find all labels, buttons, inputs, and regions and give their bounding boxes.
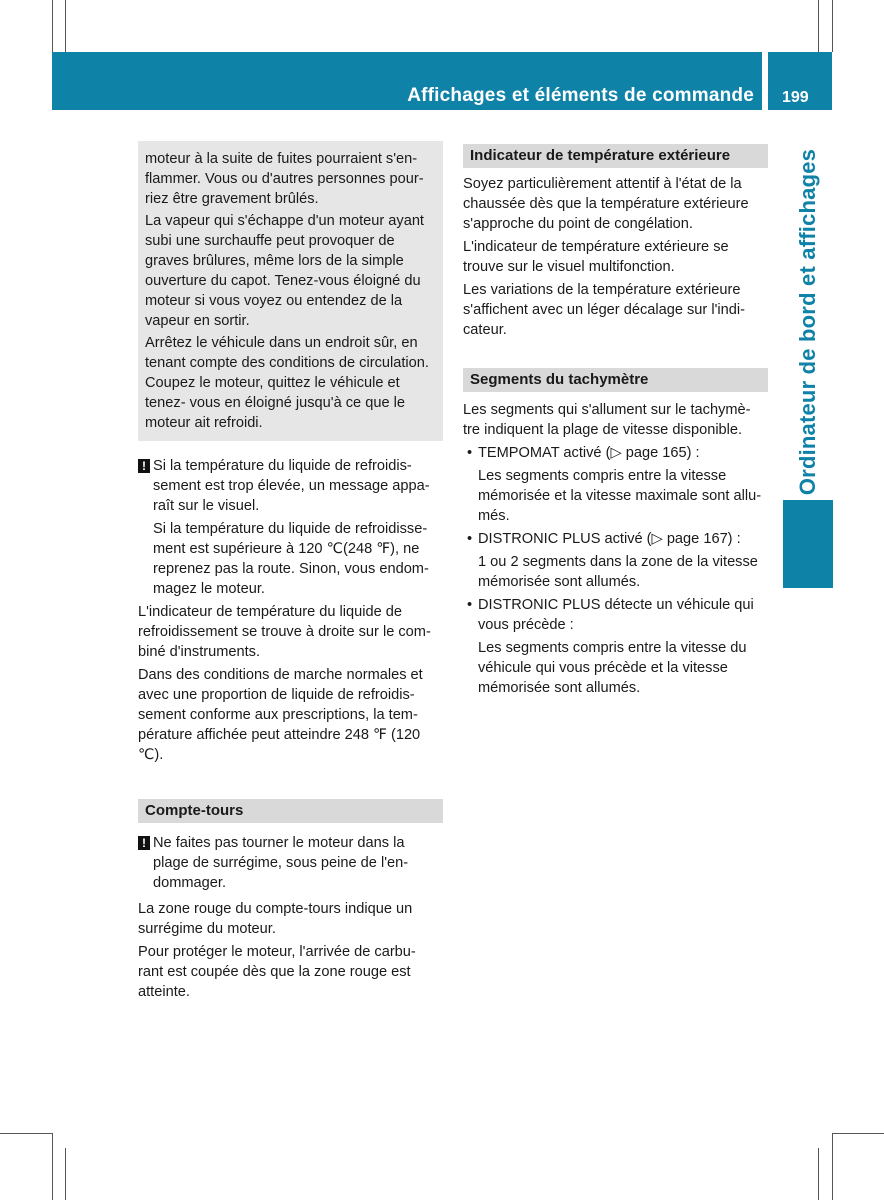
- caution-icon: !: [138, 459, 150, 473]
- paragraph: Pour protéger le moteur, l'arrivée de carbu- rant est coupée dès que la zone rouge est atteinte.: [138, 944, 416, 1000]
- warning-paragraph: moteur à la suite de fuites pourraient s'en- flammer. Vous ou d'autres personnes pour- riez être gravement brûlés.: [145, 151, 424, 207]
- header-bar: [52, 52, 762, 110]
- crop-mark: [818, 0, 819, 52]
- list-item-desc: Les segments compris entre la vitesse mémorisée et la vitesse maximale sont allu- més.: [478, 468, 762, 524]
- paragraph: Dans des conditions de marche normales et avec une proportion de liquide de refroidis- sement conforme aux prescriptions, la tem- pérature affichée peut atteindre 248 ℉ (120 ℃).: [138, 667, 423, 763]
- crop-mark: [832, 0, 833, 52]
- list-item-desc: Les segments compris entre la vitesse du véhicule qui vous précède et la vitesse mémorisée sont allumés.: [478, 640, 747, 696]
- list-item: [463, 529, 768, 549]
- crop-mark: [832, 1133, 833, 1200]
- warning-box: [138, 141, 443, 441]
- paragraph: L'indicateur de température extérieure se trouve sur le visuel multifonction.: [463, 239, 729, 275]
- warning-paragraph: La vapeur qui s'échappe d'un moteur ayant subi une surchauffe peut provoquer de graves brûlures, même lors de la simple ouverture du capot. Tenez-vous éloigné du moteur si vous voyez ou entendez de la vapeur en sortir.: [145, 213, 424, 329]
- caution-icon: !: [138, 836, 150, 850]
- crop-mark: [832, 1133, 884, 1134]
- warning-paragraph: Arrêtez le véhicule dans un endroit sûr, en tenant compte des conditions de circulation. Coupez le moteur, quittez le véhicule et tenez- vous en éloigné jusqu'à ce que le moteur ait refroidi.: [145, 335, 429, 431]
- section-heading-segments: Segments du tachymètre: [463, 368, 768, 392]
- note-coolant: [138, 456, 443, 599]
- list-item: [463, 443, 768, 463]
- crop-mark: [65, 0, 66, 52]
- list-item-title: • DISTRONIC PLUS détecte un véhicule qui vous précède :: [478, 597, 754, 633]
- page-number: 199: [782, 89, 809, 106]
- page-number-box: [768, 52, 832, 110]
- list-item-title: • TEMPOMAT activé (▷ page 165) :: [478, 445, 700, 461]
- crop-mark: [65, 1148, 66, 1200]
- page-title: Affichages et éléments de commande: [407, 85, 754, 106]
- crop-mark: [818, 1148, 819, 1200]
- paragraph: Les variations de la température extérieure s'affichent avec un léger décalage sur l'indi- cateur.: [463, 282, 745, 338]
- crop-mark: [0, 1133, 52, 1134]
- paragraph: Les segments qui s'allument sur le tachymè- tre indiquent la plage de vitesse disponible.: [463, 402, 751, 438]
- crop-mark: [52, 1133, 53, 1200]
- note-text: Si la température du liquide de refroidisse- ment est supérieure à 120 ℃(248 ℉), ne reprenez pas la route. Sinon, vous endom- magez le moteur.: [153, 521, 429, 597]
- list-item-desc: 1 ou 2 segments dans la zone de la vitesse mémorisée sont allumés.: [478, 554, 758, 590]
- section-heading-compte-tours: Compte-tours: [138, 799, 443, 823]
- right-column: [463, 144, 768, 698]
- paragraph: Soyez particulièrement attentif à l'état de la chaussée dès que la température extérieure s'approche du point de congélation.: [463, 176, 749, 232]
- side-chapter-tab: [783, 500, 833, 588]
- note-compte-tours: [138, 833, 443, 893]
- list-item: [463, 595, 768, 635]
- left-column: [138, 141, 443, 1002]
- paragraph: L'indicateur de température du liquide de refroidissement se trouve à droite sur le com- biné d'instruments.: [138, 604, 431, 660]
- list-item-title: • DISTRONIC PLUS activé (▷ page 167) :: [478, 531, 741, 547]
- note-text: Si la température du liquide de refroidis- sement est trop élevée, un message appa- raît sur le visuel.: [153, 458, 430, 514]
- section-heading-temperature: Indicateur de température extérieure: [463, 144, 768, 168]
- crop-mark: [52, 0, 53, 52]
- paragraph: La zone rouge du compte-tours indique un surrégime du moteur.: [138, 901, 413, 937]
- side-chapter-text: Ordinateur de bord et affichages: [795, 148, 820, 496]
- note-text: Ne faites pas tourner le moteur dans la plage de surrégime, sous peine de l'en- dommager.: [153, 835, 409, 891]
